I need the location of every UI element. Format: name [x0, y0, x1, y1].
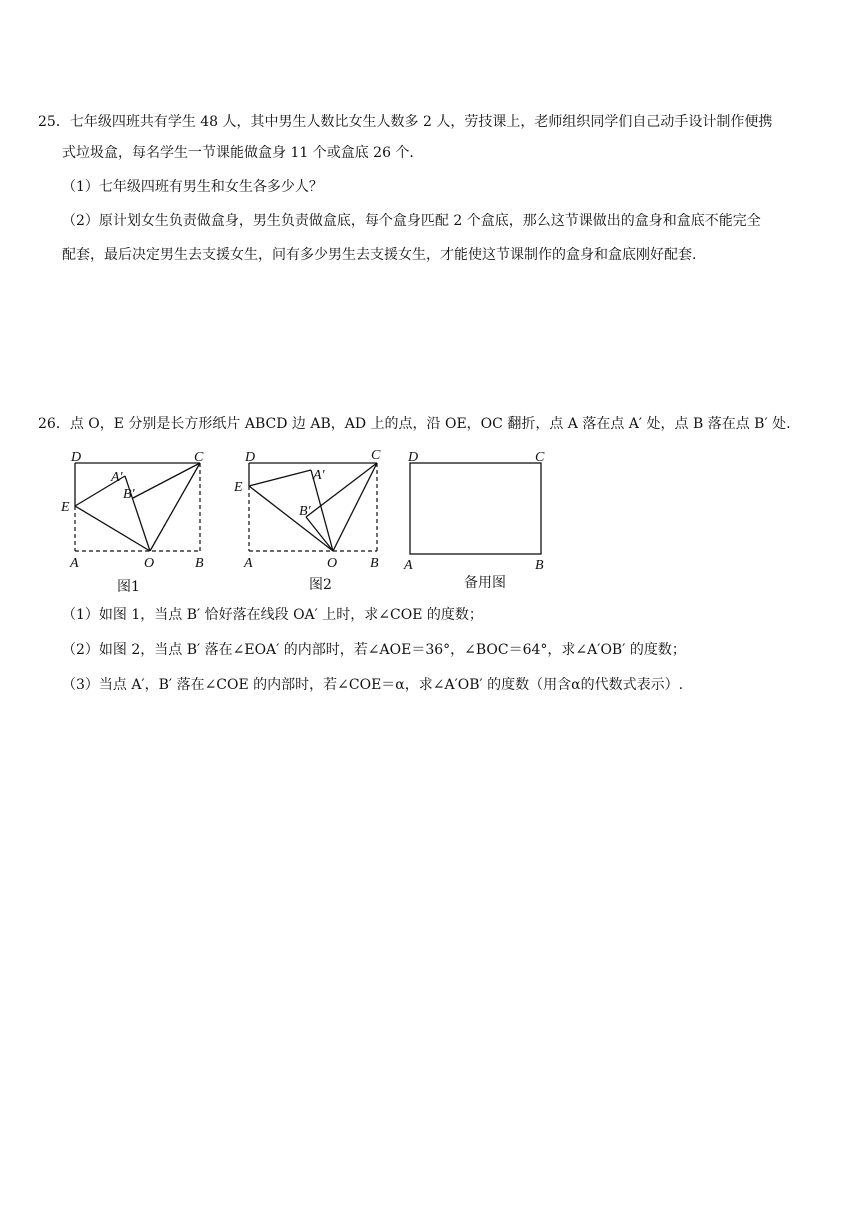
fig1-caption: 图1: [117, 579, 140, 595]
fig1-label-a-prime: A′: [111, 470, 123, 485]
fig2-label-o: O: [327, 556, 338, 571]
q25-part2-line1: （2）原计划女生负责做盒身，男生负责做盒底，每个盒身匹配 2 个盒底，那么这节课做出的盒身和盒底不能完全: [62, 213, 761, 229]
q26-part3: （3）当点 A′，B′ 落在∠COE 的内部时，若∠COE＝α，求∠A′OB′ 的度数（用含α的代数式表示）.: [62, 677, 684, 693]
q25-line1: 25．七年级四班共有学生 48 人，其中男生人数比女生人数多 2 人，劳技课上，老师组织同学们自己动手设计制作便携: [38, 114, 773, 130]
fig3-caption: 备用图: [464, 575, 506, 591]
q26-stem: 26．点 O，E 分别是长方形纸片 ABCD 边 AB，AD 上的点，沿 OE，OC 翻折，点 A 落在点 A′ 处，点 B 落在点 B′ 处.: [38, 416, 791, 432]
fig2-label-b-prime: B′: [299, 504, 311, 519]
q25-line2: 式垃圾盒，每名学生一节课能做盒身 11 个或盒底 26 个.: [62, 145, 414, 161]
fig3-label-d: D: [408, 450, 419, 465]
fig2-label-d: D: [245, 450, 256, 465]
q25-part2-line2: 配套，最后决定男生去支援女生，问有多少男生去支援女生，才能使这节课制作的盒身和盒底刚好配套.: [62, 247, 697, 263]
fig2-label-c: C: [371, 448, 381, 463]
fig2-label-a-prime: A′: [313, 468, 325, 483]
fig1-label-b-prime: B′: [123, 487, 135, 502]
fig2-label-b: B: [370, 556, 379, 571]
fig1-label-o: O: [144, 556, 155, 571]
fig3-label-a: A: [404, 558, 413, 573]
fig3-label-c: C: [535, 450, 545, 465]
q25-part1: （1）七年级四班有男生和女生各多少人？: [62, 179, 323, 195]
fig1-label-a: A: [70, 556, 79, 571]
q26-part2: （2）如图 2，当点 B′ 落在∠EOA′ 的内部时，若∠AOE＝36°，∠BOC＝64°，求∠A′OB′ 的度数；: [62, 642, 686, 658]
figure-1: [55, 443, 215, 598]
fig1-label-b: B: [195, 556, 204, 571]
q26-part1: （1）如图 1，当点 B′ 恰好落在线段 OA′ 上时，求∠COE 的度数；: [62, 607, 483, 623]
fig3-label-b: B: [535, 558, 544, 573]
fig1-label-c: C: [194, 450, 204, 465]
fig2-label-e: E: [234, 480, 243, 495]
figure-spare: [398, 443, 558, 598]
figure-2: [229, 443, 389, 598]
fig2-label-a: A: [244, 556, 253, 571]
fig1-label-e: E: [61, 500, 70, 515]
fig1-label-d: D: [71, 450, 82, 465]
fig2-caption: 图2: [309, 577, 332, 593]
